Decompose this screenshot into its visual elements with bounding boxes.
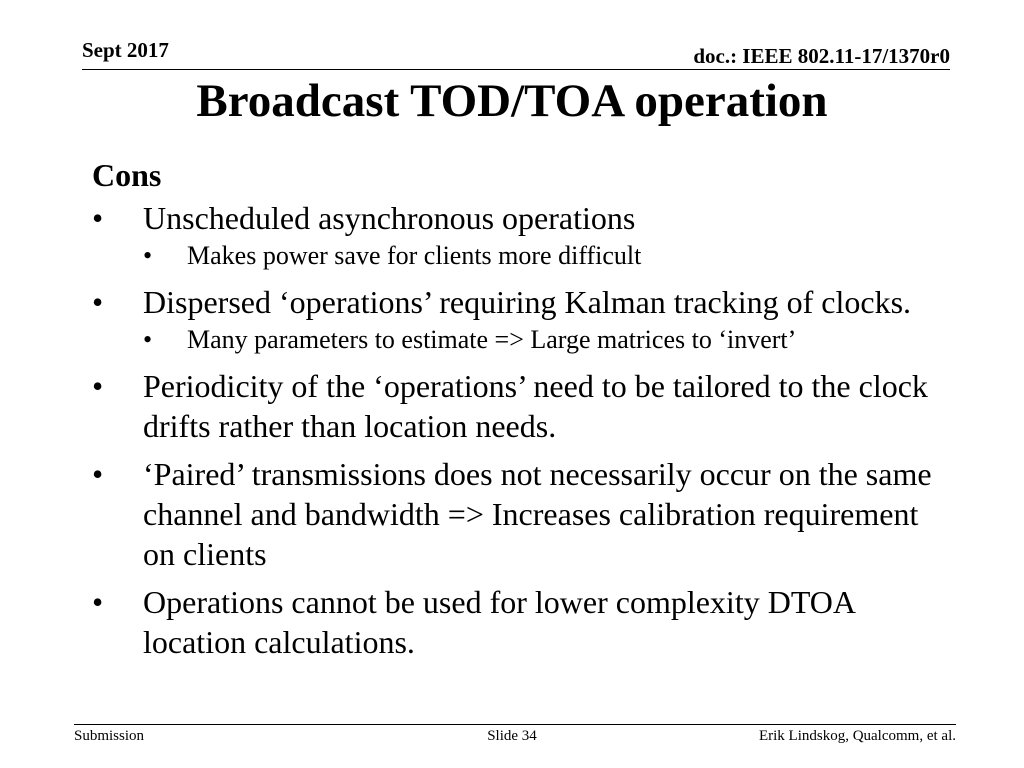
slide-content (92, 156, 942, 670)
bullet-icon: • (143, 325, 153, 355)
sub-bullet-item (143, 240, 942, 272)
bullet-icon: • (92, 200, 104, 237)
sub-bullet-text: Many parameters to estimate => Large matrices to ‘invert’ (187, 325, 797, 355)
header-divider (82, 69, 950, 70)
footer-submission: Submission (74, 728, 145, 744)
section-heading: Cons (92, 157, 162, 193)
bullet-item (92, 282, 942, 322)
bullet-text: Unscheduled asynchronous operations (143, 200, 636, 237)
bullet-text: Periodicity of the ‘operations’ need to be tailored to the clock drifts rather than location needs. (143, 368, 928, 445)
footer-divider (74, 724, 956, 725)
bullet-icon: • (92, 456, 104, 493)
bullet-icon: • (92, 284, 104, 321)
bullet-item (92, 582, 942, 662)
bullet-item (92, 366, 942, 446)
sub-bullet-item (143, 324, 942, 356)
bullet-item (92, 198, 942, 238)
header-date: Sept 2017 (82, 38, 169, 62)
header-doc-id: doc.: IEEE 802.11-17/1370r0 (693, 44, 950, 68)
bullet-icon: • (143, 241, 153, 271)
sub-bullet-text: Makes power save for clients more difficult (187, 241, 642, 271)
bullet-text: Operations cannot be used for lower complexity DTOA location calculations. (143, 584, 855, 661)
bullet-list (92, 198, 942, 662)
slide-title: Broadcast TOD/TOA operation (196, 75, 828, 127)
bullet-text: ‘Paired’ transmissions does not necessarily occur on the same channel and bandwidth => Increases calibration requirement on clients (143, 456, 932, 573)
bullet-icon: • (92, 368, 104, 405)
bullet-icon: • (92, 584, 104, 621)
bullet-item (92, 454, 942, 574)
footer-authors: Erik Lindskog, Qualcomm, et al. (758, 728, 956, 744)
footer-slide-number: Slide 34 (487, 728, 537, 744)
bullet-text: Dispersed ‘operations’ requiring Kalman tracking of clocks. (143, 284, 912, 321)
